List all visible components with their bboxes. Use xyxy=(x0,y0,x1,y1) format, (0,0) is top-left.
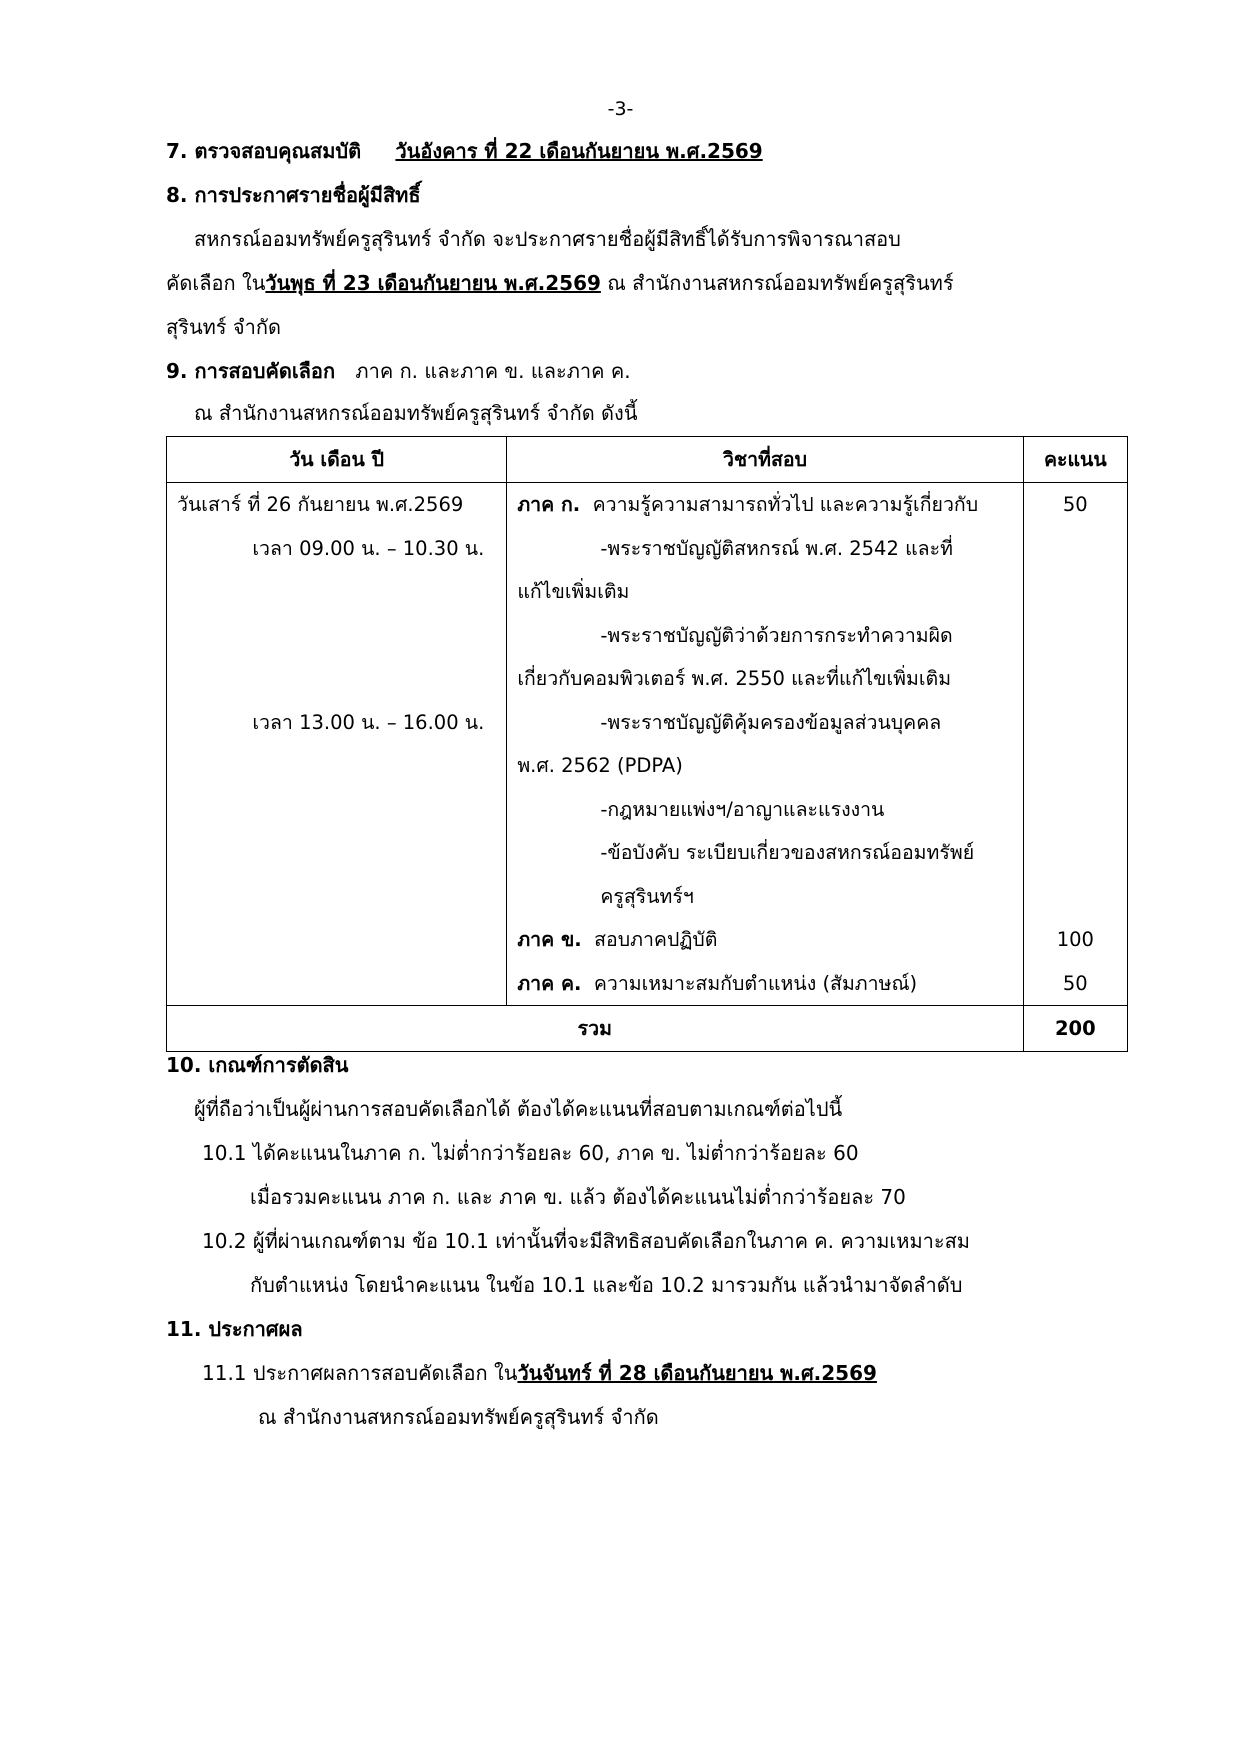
part-c-score: 50 xyxy=(1062,971,1088,995)
section-8-line-3: สุรินทร์ จำกัด xyxy=(166,315,281,339)
part-a-label: ภาค ก. xyxy=(517,493,581,516)
table-header-row xyxy=(167,437,1128,483)
section-10-title: 10. เกณฑ์การตัดสิน xyxy=(166,1053,349,1077)
part-a-heading xyxy=(507,483,1022,527)
exam-date: วันเสาร์ ที่ 26 กันยายน พ.ศ.2569 xyxy=(177,493,464,516)
part-a-item: เกี่ยวกับคอมพิวเตอร์ พ.ศ. 2550 และที่แก้ไขเพิ่มเติม xyxy=(517,667,952,690)
afternoon-time: เวลา 13.00 น. – 16.00 น. xyxy=(252,710,485,734)
total-label: รวม xyxy=(167,1006,1024,1052)
part-a-item: -กฎหมายแพ่งฯ/อาญาและแรงงาน xyxy=(600,797,885,821)
part-a-score: 50 xyxy=(1062,493,1088,516)
result-announce-date: วันจันทร์ ที่ 28 เดือนกันยายน พ.ศ.2569 xyxy=(517,1361,877,1385)
score-cell xyxy=(1023,483,1127,1006)
part-a-item: -ข้อบังคับ ระเบียบเกี่ยวของสหกรณ์ออมทรัพย์ xyxy=(600,841,975,864)
section-11-line-1-prefix: 11.1 ประกาศผลการสอบคัดเลือก ใน xyxy=(202,1361,518,1385)
header-score: คะแนน xyxy=(1023,437,1127,483)
part-a-item: -พระราชบัญญัติคุ้มครองข้อมูลส่วนบุคคล xyxy=(600,710,942,734)
subject-cell xyxy=(507,483,1023,1006)
criterion-10-2-line-2: กับตำแหน่ง โดยนำคะแนน ในข้อ 10.1 และข้อ 10.2 มารวมกัน แล้วนำมาจัดลำดับ xyxy=(250,1273,963,1297)
page-number: -3- xyxy=(607,98,634,120)
section-7-title: 7. ตรวจสอบคุณสมบัติ xyxy=(166,139,362,163)
header-subject: วิชาที่สอบ xyxy=(507,437,1023,483)
criterion-10-2-line-1: 10.2 ผู้ที่ผ่านเกณฑ์ตาม ข้อ 10.1 เท่านั้นที่จะมีสิทธิสอบคัดเลือกในภาค ค. ความเหมาะสม xyxy=(202,1229,970,1253)
section-9-parts: ภาค ก. และภาค ข. และภาค ค. xyxy=(355,359,631,383)
section-8-announce-date: วันพุธ ที่ 23 เดือนกันยายน พ.ศ.2569 xyxy=(265,271,601,295)
criterion-10-1-line-2: เมื่อรวมคะแนน ภาค ก. และ ภาค ข. แล้ว ต้องได้คะแนนไม่ต่ำกว่าร้อยละ 70 xyxy=(250,1185,906,1209)
section-8-line-2 xyxy=(166,268,954,298)
date-cell xyxy=(167,483,507,1006)
part-a-text: ความรู้ความสามารถทั่วไป และความรู้เกี่ยวกับ xyxy=(592,493,979,516)
part-a-item: -พระราชบัญญัติสหกรณ์ พ.ศ. 2542 และที่ xyxy=(600,536,953,560)
section-9-title: 9. การสอบคัดเลือก xyxy=(166,359,336,383)
part-a-item: -พระราชบัญญัติว่าด้วยการกระทำความผิด xyxy=(600,623,953,647)
part-c-row xyxy=(507,962,1022,1006)
section-7 xyxy=(166,136,763,166)
section-8-line-1: สหกรณ์ออมทรัพย์ครูสุรินทร์ จำกัด จะประกาศรายชื่อผู้มีสิทธิ์ได้รับการพิจารณาสอบ xyxy=(194,227,901,251)
part-b-row xyxy=(507,918,1022,962)
total-row xyxy=(167,1006,1128,1052)
section-8-title: 8. การประกาศรายชื่อผู้มีสิทธิ์ xyxy=(166,183,421,207)
section-7-date: วันอังคาร ที่ 22 เดือนกันยายน พ.ศ.2569 xyxy=(395,139,763,163)
criterion-10-1-line-1: 10.1 ได้คะแนนในภาค ก. ไม่ต่ำกว่าร้อยละ 60, ภาค ข. ไม่ต่ำกว่าร้อยละ 60 xyxy=(202,1141,859,1165)
table-row xyxy=(167,483,1128,1006)
section-8-line-2-suffix: ณ สำนักงานสหกรณ์ออมทรัพย์ครูสุรินทร์ xyxy=(600,271,954,295)
part-a-item: พ.ศ. 2562 (PDPA) xyxy=(517,754,683,777)
part-b-score: 100 xyxy=(1056,928,1094,951)
part-c-label: ภาค ค. xyxy=(517,971,582,995)
section-11-title: 11. ประกาศผล xyxy=(166,1317,303,1341)
section-11-location: ณ สำนักงานสหกรณ์ออมทรัพย์ครูสุรินทร์ จำกัด xyxy=(258,1405,659,1429)
section-10-intro: ผู้ที่ถือว่าเป็นผู้ผ่านการสอบคัดเลือกได้ ต้องได้คะแนนที่สอบตามเกณฑ์ต่อไปนี้ xyxy=(194,1097,843,1121)
exam-schedule-table xyxy=(166,436,1128,1052)
total-score: 200 xyxy=(1023,1006,1127,1052)
morning-time: เวลา 09.00 น. – 10.30 น. xyxy=(252,536,485,560)
section-9-location: ณ สำนักงานสหกรณ์ออมทรัพย์ครูสุรินทร์ จำกัด ดังนี้ xyxy=(194,401,638,425)
section-8-line-2-prefix: คัดเลือก ใน xyxy=(166,271,266,295)
part-b-label: ภาค ข. xyxy=(517,928,582,951)
part-a-item: ครูสุรินทร์ฯ xyxy=(600,884,694,908)
part-b-text: สอบภาคปฏิบัติ xyxy=(594,928,718,951)
part-a-item: แก้ไขเพิ่มเติม xyxy=(517,580,630,603)
section-11-line-1 xyxy=(202,1358,877,1388)
part-c-text: ความเหมาะสมกับตำแหน่ง (สัมภาษณ์) xyxy=(593,971,918,995)
header-date: วัน เดือน ปี xyxy=(167,437,507,483)
section-9 xyxy=(166,356,631,386)
